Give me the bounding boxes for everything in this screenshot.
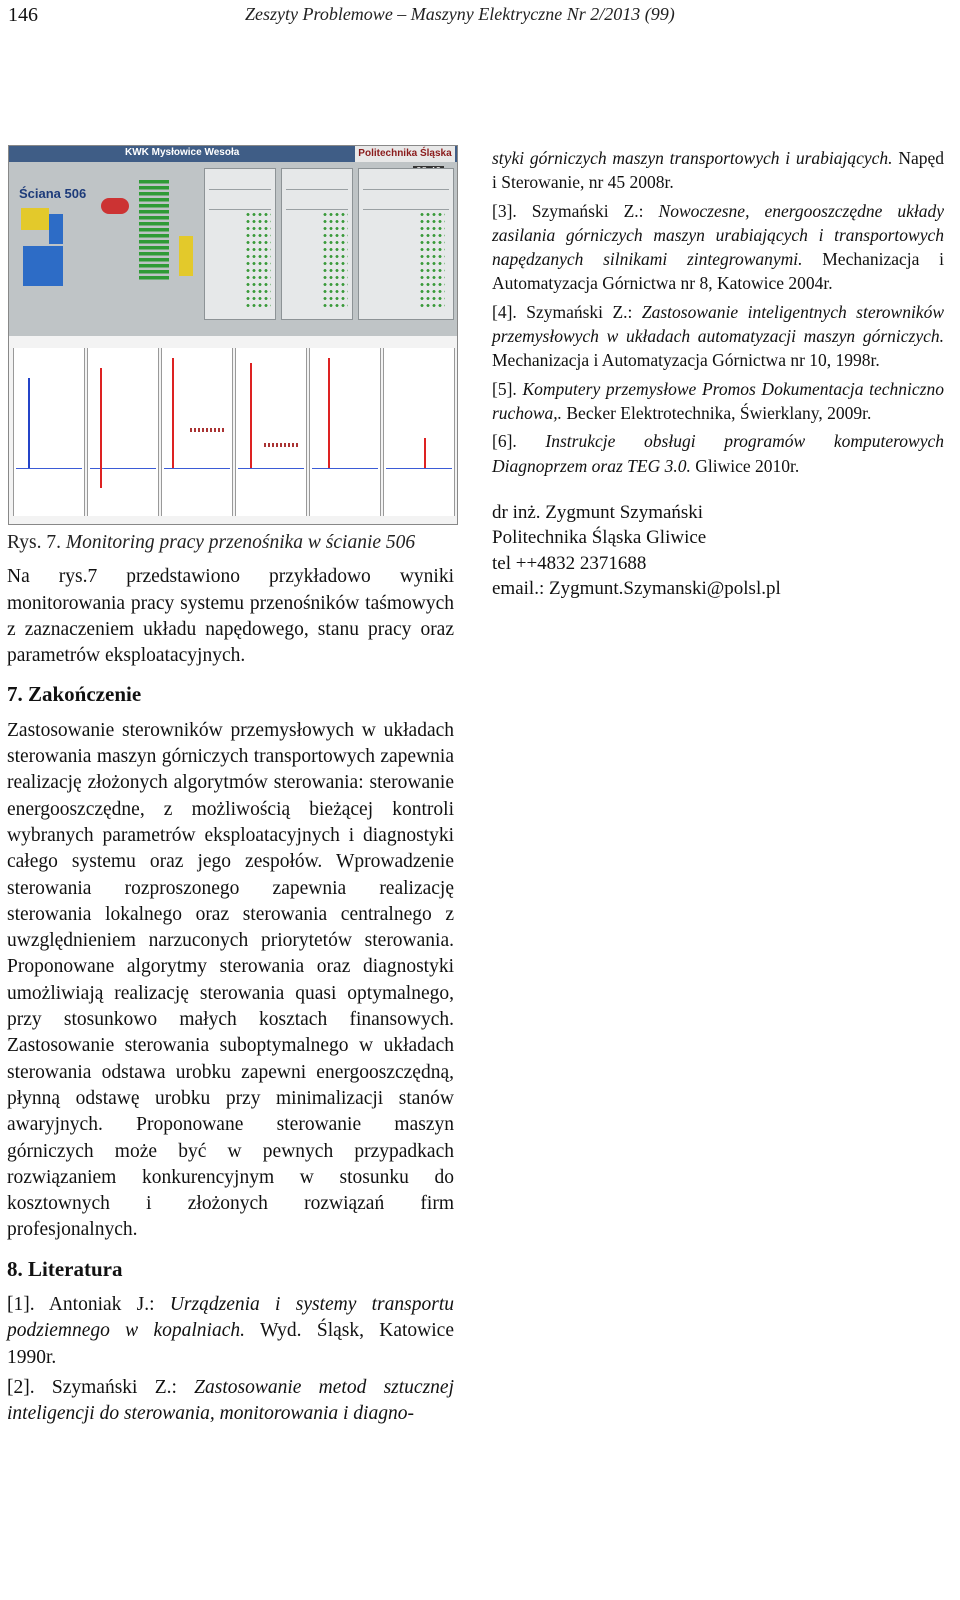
section-7-body: Zastosowanie sterowników przemysłowych w układach sterowania maszyn górniczych transportowych zapewnia realizację złożonych algorytmów sterowania: sterowanie energooszczędne, z możliwością bieżącej kontroli wybranych parametrów eksploatacyjnych i diagnostyki całego systemu oraz jego zespołów. Wprowadzenie sterowania rozproszonego zapewnia realizację sterowania lokalnego oraz sterowania centralnego z uwzględnieniem narzuconych priorytetów sterowania. Proponowane algorytmy sterowania oraz diagnostyki umożliwiają realizację sterowania quasi optymalnego, przy stosunkowo małych kosztach finansowych. Zastosowanie sterowania suboptymalnego w układach sterowania odstawa urobku zapewni energooszczędną, płynną odstawę urobku przy minimalizacji stanów awaryjnych. Proponowane sterowanie maszyn górniczych może być w pewnych przypadkach rozwiązaniem konkurencyjnym w stosunku do kosztownych i złożonych rozwiązań firm profesjonalnych.	[7, 719, 454, 1241]
author-name: dr inż. Zygmunt Szymański	[492, 501, 704, 523]
section-7-heading: 7. Zakończenie	[7, 682, 142, 707]
trend-strip	[309, 348, 381, 516]
trend-strip	[235, 348, 307, 516]
motor-icon	[49, 214, 63, 244]
reference-3: [3]. Szymański Z.: Nowoczesne, energooszczędne układy zasilania górniczych maszyn urabiających i transportowych napędzanych silnikami zintegrowanymi. Mechanizacja i Automatyzacja Górnictwa nr 8, Katowice 2004r.	[492, 200, 945, 294]
trend-charts	[9, 336, 457, 524]
reference-2-continued: styki górniczych maszyn transportowych i urabiających. Napęd i Sterowanie, nr 45 2008r.	[492, 148, 944, 193]
trend-strip	[161, 348, 233, 516]
trend-strip	[13, 348, 85, 516]
wall-label: Ściana 506	[19, 186, 87, 201]
parameter-panel-3	[358, 168, 454, 320]
parameter-panel-2	[281, 168, 353, 320]
control-cabinet-icon	[23, 246, 63, 286]
reference-4: [4]. Szymański Z.: Zastosowanie inteligentnych sterowników przemysłowych w układach automatyzacji maszyn górniczych. Mechanizacja i Automatyzacja Górnictwa nr 10, 1998r.	[492, 301, 944, 371]
reference-2: [2]. Szymański Z.: Zastosowanie metod sztucznej inteligencji do sterowania, monitorowania i diagno-	[7, 1376, 454, 1425]
journal-title: Zeszyty Problemowe – Maszyny Elektryczne Nr 2/2013 (99)	[245, 4, 675, 24]
right-column	[492, 146, 944, 602]
page-number: 146	[8, 4, 38, 26]
section-8-heading: 8. Literatura	[7, 1256, 123, 1281]
caption-prefix: Rys. 7.	[7, 532, 61, 553]
power-supply-icon	[179, 236, 193, 276]
reference-5: [5]. Komputery przemysłowe Promos Dokumentacja techniczno ruchowa,. Becker Elektrotechnika, Świerklany, 2009r.	[492, 378, 944, 423]
author-email: email.: Zygmunt.Szymanski@polsl.pl	[492, 578, 781, 600]
figure-caption	[7, 530, 454, 556]
reference-6: [6]. Instrukcje obsługi programów komputerowych Diagnoprzem oraz TEG 3.0. Gliwice 2010r.	[492, 431, 945, 476]
monitoring-figure	[8, 145, 458, 525]
intro-paragraph: Na rys.7 przedstawiono przykładowo wyniki monitorowania pracy systemu przenośników taśmowych z zaznaczeniem układu napędowego, stanu pracy oraz parametrów eksploatacyjnych.	[7, 566, 454, 667]
left-column	[7, 530, 454, 1432]
parameter-panel-1	[204, 168, 276, 320]
author-phone: tel ++4832 2371688	[492, 552, 647, 574]
university-logo: Politechnika Śląska	[355, 146, 455, 162]
scada-overview-panel	[9, 146, 457, 336]
page-header	[0, 0, 960, 30]
author-contact	[492, 500, 944, 602]
trend-strip	[383, 348, 455, 516]
conveyor-drive-icon	[101, 198, 129, 214]
reference-1: [1]. Antoniak J.: Urządzenia i systemy transportu podziemnego w kopalniach. Wyd. Śląsk, Katowice 1990r.	[7, 1294, 454, 1368]
author-affiliation: Politechnika Śląska Gliwice	[492, 527, 707, 549]
caption-text: Monitoring pracy przenośnika w ścianie 506	[65, 532, 416, 553]
drive-unit-icon	[21, 208, 49, 230]
scada-banner-title: KWK Mysłowice Wesoła	[125, 147, 240, 158]
sensor-status-grid	[139, 180, 169, 280]
trend-strip	[87, 348, 159, 516]
